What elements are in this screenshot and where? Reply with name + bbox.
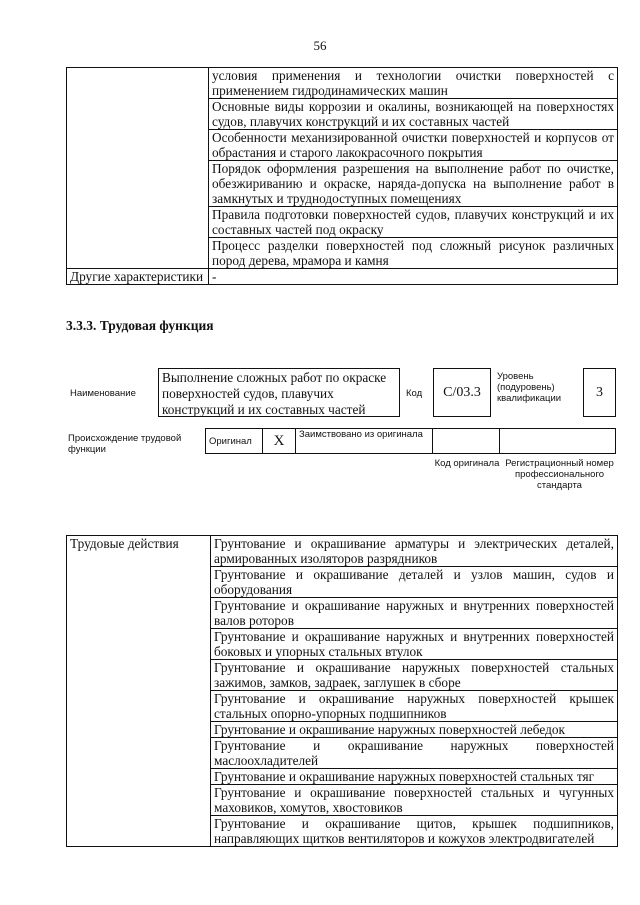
code-value-box: C/03.3 <box>433 368 491 417</box>
table-cell: Грунтование и окрашивание наружных поверхностей лебедок <box>211 722 618 738</box>
table-cell: Грунтование и окрашивание наружных и внутренних поверхностей боковых и упорных стальных втулок <box>211 629 618 660</box>
original-mark: X <box>263 429 296 454</box>
table-cell: Грунтование и окрашивание деталей и узлов машин, судов и оборудования <box>211 567 618 598</box>
table-cell: Грунтование и окрашивание наружных поверхностей стальных зажимов, замков, задраек, заглушек в сборе <box>211 660 618 691</box>
borrowed-label: Заимствовано из оригинала <box>296 429 433 454</box>
table-row <box>67 68 618 99</box>
table-label-cell <box>67 68 209 269</box>
table-cell: Основные виды коррозии и окалины, возникающей на поверхностях судов, плавучих конструкций и их составных частей <box>209 99 618 130</box>
page-number: 56 <box>313 38 327 53</box>
table-cell: Процесс разделки поверхностей под сложный рисунок различных пород дерева, мрамора и камня <box>209 238 618 269</box>
origin-label: Происхождение трудовой функции <box>68 433 182 455</box>
other-characteristics-value: - <box>209 269 618 285</box>
registration-number-cell <box>500 429 616 454</box>
other-characteristics-label: Другие характеристики <box>67 269 209 285</box>
original-code-cell <box>433 429 500 454</box>
table-row <box>67 536 618 567</box>
name-label: Наименование <box>70 388 136 399</box>
labor-actions-label: Трудовые действия <box>67 536 211 847</box>
table-cell: Грунтование и окрашивание щитов, крышек подшипников, направляющих щитков вентиляторов и кожухов электродвигателей <box>211 816 618 847</box>
registration-number-label: Регистрационный номер профессионального стандарта <box>505 458 614 491</box>
table-cell: Правила подготовки поверхностей судов, плавучих конструкций и их составных частей под окраску <box>209 207 618 238</box>
table-cell: Особенности механизированной очистки поверхностей и корпусов от обрастания и старого лакокрасочного покрытия <box>209 130 618 161</box>
table-cell: Грунтование и окрашивание наружных поверхностей крышек стальных опорно-упорных подшипников <box>211 691 618 722</box>
origin-table <box>205 428 616 454</box>
labor-actions-table <box>66 535 618 847</box>
table-cell: Грунтование и окрашивание наружных и внутренних поверхностей валов роторов <box>211 598 618 629</box>
function-name-box: Выполнение сложных работ по окраске поверхностей судов, плавучих конструкций и их составных частей <box>158 368 400 417</box>
original-code-label: Код оригинала <box>434 458 500 469</box>
qualification-level-label: Уровень (подуровень) квалификации <box>497 371 562 404</box>
table-cell: условия применения и технологии очистки поверхностей с применением гидродинамических машин <box>209 68 618 99</box>
table-cell: Грунтование и окрашивание наружных поверхностей стальных тяг <box>211 769 618 785</box>
section-title: 3.3.3. Трудовая функция <box>66 318 214 333</box>
table-cell: Грунтование и окрашивание поверхностей стальных и чугунных маховиков, хомутов, хвостовиков <box>211 785 618 816</box>
table-row <box>67 269 618 285</box>
qualification-level-box: 3 <box>583 368 616 417</box>
table-cell: Грунтование и окрашивание арматуры и электрических деталей, армированных изоляторов разрядников <box>211 536 618 567</box>
table-cell: Порядок оформления разрешения на выполнение работ по очистке, обезжириванию и окраске, наряда-допуска на выполнение работ в замкнутых и труднодоступных помещениях <box>209 161 618 207</box>
table-cell: Грунтование и окрашивание наружных поверхностей маслоохладителей <box>211 738 618 769</box>
code-label: Код <box>406 388 423 399</box>
knowledge-table <box>66 67 618 285</box>
original-label: Оригинал <box>206 429 263 454</box>
